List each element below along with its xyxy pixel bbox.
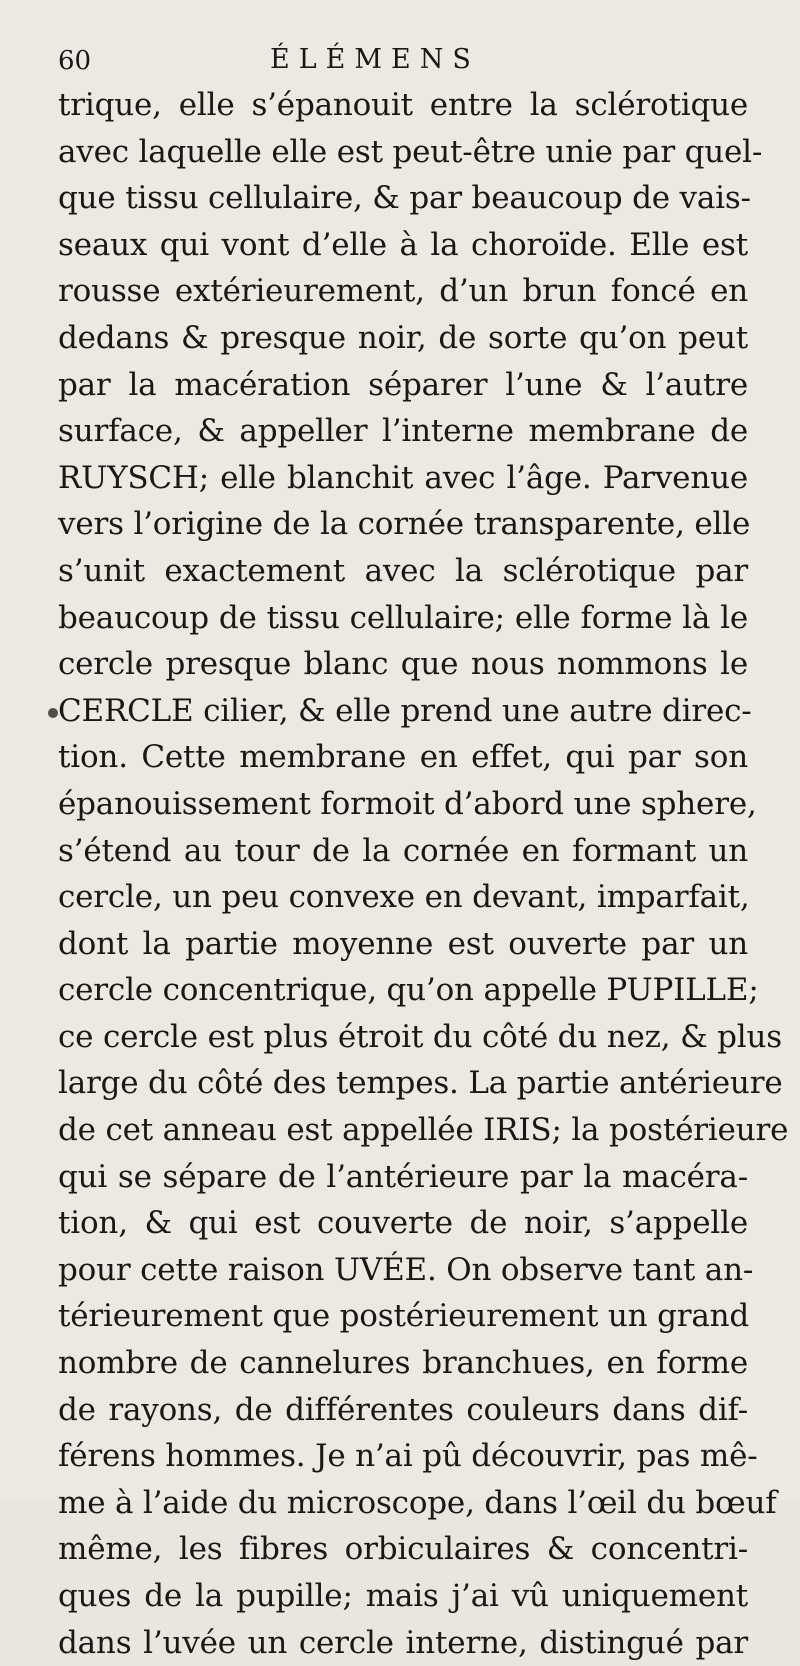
- text-line: de cet anneau est appellée IRIS; la postérieure: [58, 1112, 789, 1149]
- text-line: rousse extérieurement, d’un brun foncé en: [58, 273, 748, 310]
- text-line: vers l’origine de la cornée transparente, elle: [58, 506, 751, 543]
- body-text: [58, 82, 789, 1666]
- text-line: s’unit exactement avec la sclérotique par: [58, 552, 748, 589]
- text-line: CERCLE cilier, & elle prend une autre direc-: [58, 692, 752, 729]
- text-line: dedans & presque noir, de sorte qu’on peut: [58, 319, 748, 356]
- text-line: tion. Cette membrane en effet, qui par son: [58, 739, 748, 776]
- text-line: par la macération séparer l’une & l’autre: [58, 366, 748, 403]
- text-line: cercle, un peu convexe en devant, imparfait,: [58, 879, 750, 916]
- page-number: 60: [58, 46, 92, 76]
- text-line: de rayons, de différentes couleurs dans dif-: [58, 1391, 748, 1428]
- text-line: tion, & qui est couverte de noir, s’appelle: [58, 1205, 748, 1242]
- text-line: avec laquelle elle est peut-être unie par quel-: [58, 133, 763, 170]
- text-line: térieurement que postérieurement un grand: [58, 1298, 750, 1335]
- text-line: même, les fibres orbiculaires & concentri-: [58, 1531, 748, 1568]
- text-line: s’étend au tour de la cornée en formant un: [58, 832, 748, 869]
- running-head: ÉLÉMENS: [270, 44, 480, 75]
- text-line: férens hommes. Je n’ai pû découvrir, pas mê-: [58, 1438, 758, 1475]
- text-line: RUYSCH; elle blanchit avec l’âge. Parvenue: [58, 459, 748, 496]
- text-line: cercle presque blanc que nous nommons le: [58, 646, 748, 683]
- text-line: seaux qui vont d’elle à la choroïde. Elle est: [58, 226, 748, 263]
- text-line: que tissu cellulaire, & par beaucoup de vais-: [58, 180, 751, 217]
- text-line: ce cercle est plus étroit du côté du nez, & plus: [58, 1018, 782, 1055]
- text-line: qui se sépare de l’antérieure par la macéra-: [58, 1158, 748, 1195]
- text-line: ques de la pupille; mais j’ai vû uniquement: [58, 1578, 748, 1614]
- text-line: beaucoup de tissu cellulaire; elle forme là le: [58, 599, 748, 636]
- text-line: dans l’uvée un cercle interne, distingué par: [58, 1624, 748, 1661]
- text-line: trique, elle s’épanouit entre la sclérotique: [58, 87, 748, 123]
- page-header: [58, 42, 528, 82]
- text-line: cercle concentrique, qu’on appelle PUPILLE;: [58, 972, 759, 1009]
- text-line: nombre de cannelures branchues, en forme: [58, 1345, 748, 1382]
- ink-spot: [48, 708, 58, 718]
- text-line: large du côté des tempes. La partie antérieure: [58, 1065, 783, 1102]
- text-line: épanouissement formoit d’abord une sphere,: [58, 785, 757, 822]
- text-line: surface, & appeller l’interne membrane de: [58, 413, 748, 450]
- text-line: me à l’aide du microscope, dans l’œil du bœuf: [58, 1484, 777, 1521]
- text-line: dont la partie moyenne est ouverte par un: [58, 925, 748, 962]
- text-line: pour cette raison UVÉE. On observe tant an-: [58, 1251, 754, 1288]
